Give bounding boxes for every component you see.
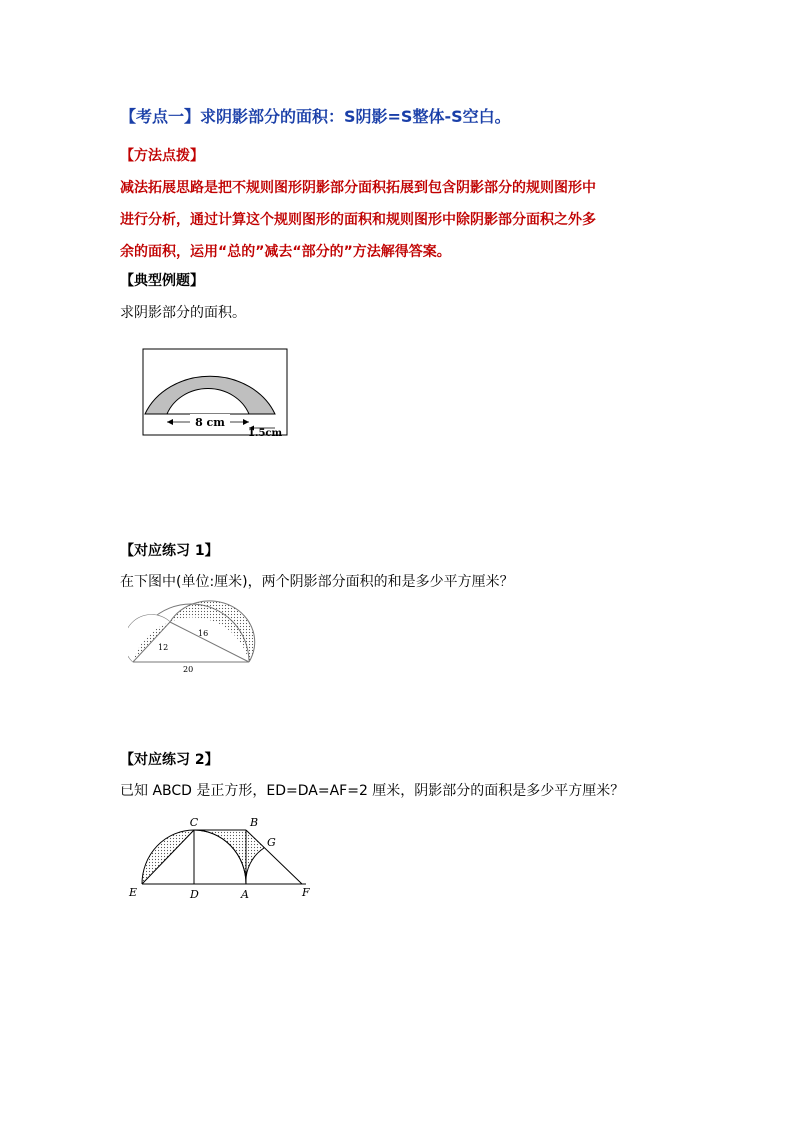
page-title: 【考点一】求阴影部分的面积：S阴影=S整体-S空白。 (120, 107, 511, 126)
label-G: G (267, 836, 276, 849)
practice1-heading: 【对应练习 1】 (120, 543, 219, 559)
label-A: A (241, 888, 249, 901)
shade-top (194, 830, 246, 884)
arrow-left (167, 419, 173, 425)
example-heading: 【典型例题】 (120, 273, 204, 289)
semi-annulus-figure (142, 348, 292, 440)
arrow-right (243, 419, 249, 425)
example-question: 求阴影部分的面积。 (120, 305, 246, 321)
label-1-5cm: 1.5cm (248, 428, 283, 439)
label-20: 20 (183, 665, 194, 674)
label-E: E (129, 886, 138, 899)
method-heading: 【方法点拨】 (120, 148, 204, 164)
practice1-question: 在下图中(单位:厘米)，两个阴影部分面积的和是多少平方厘米？ (120, 574, 514, 590)
practice2-heading: 【对应练习 2】 (120, 752, 219, 768)
method-paragraph (120, 172, 680, 268)
label-F: F (302, 886, 310, 899)
method-line-3: 余的面积，运用“总的”减去“部分的”方法解得答案。 (120, 244, 451, 260)
practice2-question: 已知 ABCD 是正方形，ED=DA=AF=2 厘米，阴影部分的面积是多少平方厘米？ (120, 783, 625, 799)
method-line-2: 进行分析，通过计算这个规则图形的面积和规则图形中除阴影部分面积之外多 (120, 212, 596, 228)
shaded-ring (145, 376, 275, 414)
method-line-1: 减法拓展思路是把不规则图形阴影部分面积拓展到包含阴影部分的规则图形中 (120, 180, 596, 196)
semicircles-figure (128, 598, 258, 678)
label-C: C (189, 816, 199, 829)
label-D: D (190, 888, 199, 901)
label-12: 12 (158, 643, 169, 652)
label-8cm: 8 cm (195, 416, 225, 429)
label-16: 16 (198, 629, 209, 638)
label-B: B (250, 816, 259, 829)
square-semicircle-figure (124, 810, 324, 902)
